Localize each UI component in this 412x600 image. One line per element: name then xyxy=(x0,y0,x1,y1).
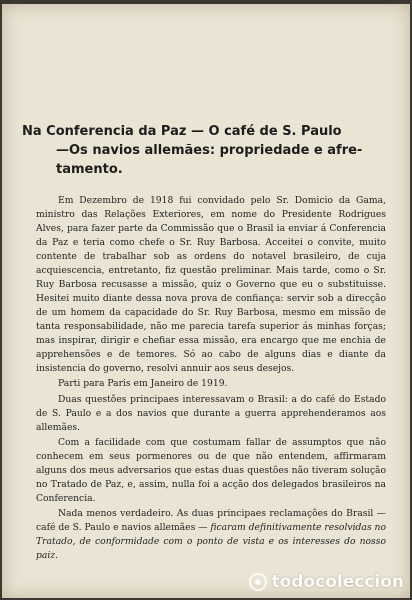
paragraph: Duas questões principaes interessavam o Brasil: a do café do Estado de S. Paulo e a dos navios que durante a guerra apprehenderamos aos allemães. xyxy=(36,394,386,433)
book-page xyxy=(2,4,410,598)
watermark-text: todocoleccion xyxy=(271,572,404,592)
heading-line-2: —Os navios allemães: propriedade e afre- xyxy=(56,143,363,158)
paragraph: Parti para Paris em Janeiro de 1919. xyxy=(58,378,228,389)
paragraph: Com a facilidade com que costumam fallar de assumptos que não conhecem em seus pormenores ou de que não entendem, affirmaram alguns dos meus adversarios que estas duas questões não tiveram solução no Tratado de Paz, e, assim, nulla foi a acção dos delegados brasileiros na Conferencia. xyxy=(36,437,386,504)
chapter-heading xyxy=(22,122,402,179)
body-text xyxy=(36,194,386,564)
paragraph: Em Dezembro de 1918 fui convidado pelo Sr. Domicio da Gama, ministro das Relações Exteriores, em nome do Presidente Rodrigues Alves, para fazer parte da Commissão que o Brasil ia enviar á Conferencia da Paz e teria como chefe o Sr. Ruy Barbosa. Acceitei o convite, muito contente de trabalhar sob as ordens do notavel brasileiro, de cuja acquiescencia, entretanto, fiz questão preliminar. Mais tarde, como o Sr. Ruy Barbosa recusasse a missão, quiz o Governo que eu o substituisse. Hesitei muito diante dessa nova prova de confiança: servir sob a direcção de um homem da capacidade do Sr. Ruy Barbosa, mesmo em missão de tanta responsabilidade, não me parecia tarefa superior ás minhas forças; mas inspirar, dirigir e chefiar essa missão, era encargo que me enchia de apprehensões e de temores. Só ao cabo de alguns dias e diante da insistencia do governo, resolvi annuir aos seus desejos. xyxy=(36,195,386,374)
heading-line-1: Na Conferencia da Paz — O café de S. Paulo xyxy=(22,124,342,139)
heading-line-3: tamento. xyxy=(56,162,123,177)
paragraph-last xyxy=(36,507,386,563)
paragraph-last-italic: ficaram definitivamente resolvidas no Tratado, de conformidade com o ponto de vista e os interesses do nosso paiz. xyxy=(36,522,386,561)
watermark xyxy=(249,572,404,592)
circle-logo-icon xyxy=(249,573,267,591)
paragraph-last-normal: Nada menos verdadeiro. As duas principaes reclamações do Brasil — café de S. Paulo e navios allemães — xyxy=(36,508,386,533)
